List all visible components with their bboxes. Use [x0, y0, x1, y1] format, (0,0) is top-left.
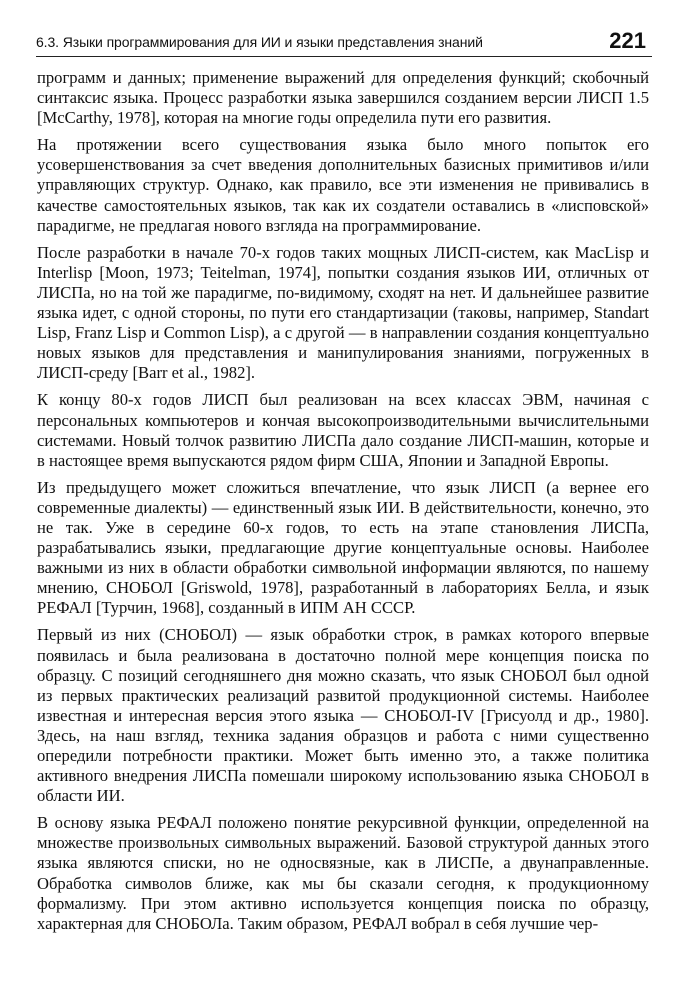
- paragraph-1: программ и данных; применение выражений для определения функций; скобочный синтаксис языка. Процесс разработки языка завершился созданием версии ЛИСП 1.5 [McCarthy, 1978], которая на многие годы определила пути его развития.: [37, 68, 649, 128]
- paragraph-6: Первый из них (СНОБОЛ) — язык обработки строк, в рамках которого впервые появилась и была реализована в достаточно полной мере концепция поиска по образцу. С позиций сегодняшнего дня можно сказать, что язык СНОБОЛ был одной из первых практических реализаций развитой продукционной системы. Наиболее известная и интересная версия этого языка — СНОБОЛ-IV [Грисуолд и др., 1980]. Здесь, на наш взгляд, техника задания образцов и работа с ними существенно опередили потребности практики. Может быть именно это, а также политика активного внедрения ЛИСПа помешали широкому использованию языка СНОБОЛ в области ИИ.: [37, 625, 649, 806]
- running-header: [36, 28, 652, 54]
- chapter-section-title: 6.3. Языки программирования для ИИ и языки представления знаний: [36, 34, 483, 50]
- header-rule: [36, 56, 652, 57]
- page-number: 221: [609, 28, 646, 53]
- paragraph-2: На протяжении всего существования языка было много попыток его усовершенствования за счет введения дополнительных базисных примитивов и/или управляющих структур. Однако, как правило, все эти изменения не прививались в качестве самостоятельных языков, так как их создатели оставались в «лисповской» парадигме, не предлагая нового взгляда на программирование.: [37, 135, 649, 235]
- body-text: [37, 68, 649, 941]
- paragraph-3: После разработки в начале 70-х годов таких мощных ЛИСП-систем, как MacLisp и Interlisp [Moon, 1973; Teitelman, 1974], попытки создания языков ИИ, отличных от ЛИСПа, но на той же парадигме, по-видимому, сходят на нет. И дальнейшее развитие языка идет, с одной стороны, по пути его стандартизации (таковы, например, Standart Lisp, Franz Lisp и Common Lisp), а с другой — в направлении создания концептуально новых языков для представления и манипулирования знаниями, погруженных в ЛИСП-среду [Barr et al., 1982].: [37, 242, 649, 383]
- paragraph-4: К концу 80-х годов ЛИСП был реализован на всех классах ЭВМ, начиная с персональных компьютеров и кончая высокопроизводительными вычислительными системами. Новый толчок развитию ЛИСПа дало создание ЛИСП-машин, которые и в настоящее время выпускаются рядом фирм США, Японии и Западной Европы.: [37, 390, 649, 470]
- paragraph-5: Из предыдущего может сложиться впечатление, что язык ЛИСП (а вернее его современные диалекты) — единственный язык ИИ. В действительности, конечно, это не так. Уже в середине 60-х годов, то есть на этапе становления ЛИСПа, разрабатывались языки, предлагающие другие концептуальные основы. Наиболее важными из них в области обработки символьной информации являются, по нашему мнению, СНОБОЛ [Griswold, 1978], разработанный в лабораториях Белла, и язык РЕФАЛ [Турчин, 1968], созданный в ИПМ АН СССР.: [37, 477, 649, 618]
- paragraph-7: В основу языка РЕФАЛ положено понятие рекурсивной функции, определенной на множестве произвольных символьных выражений. Базовой структурой данных этого языка являются списки, но не односвязные, как в ЛИСПе, а двунаправленные. Обработка символов ближе, как мы бы сказали сегодня, к продукционному формализму. При этом активно используется концепция поиска по образцу, характерная для СНОБОЛа. Таким образом, РЕФАЛ вобрал в себя лучшие чер-: [37, 813, 649, 933]
